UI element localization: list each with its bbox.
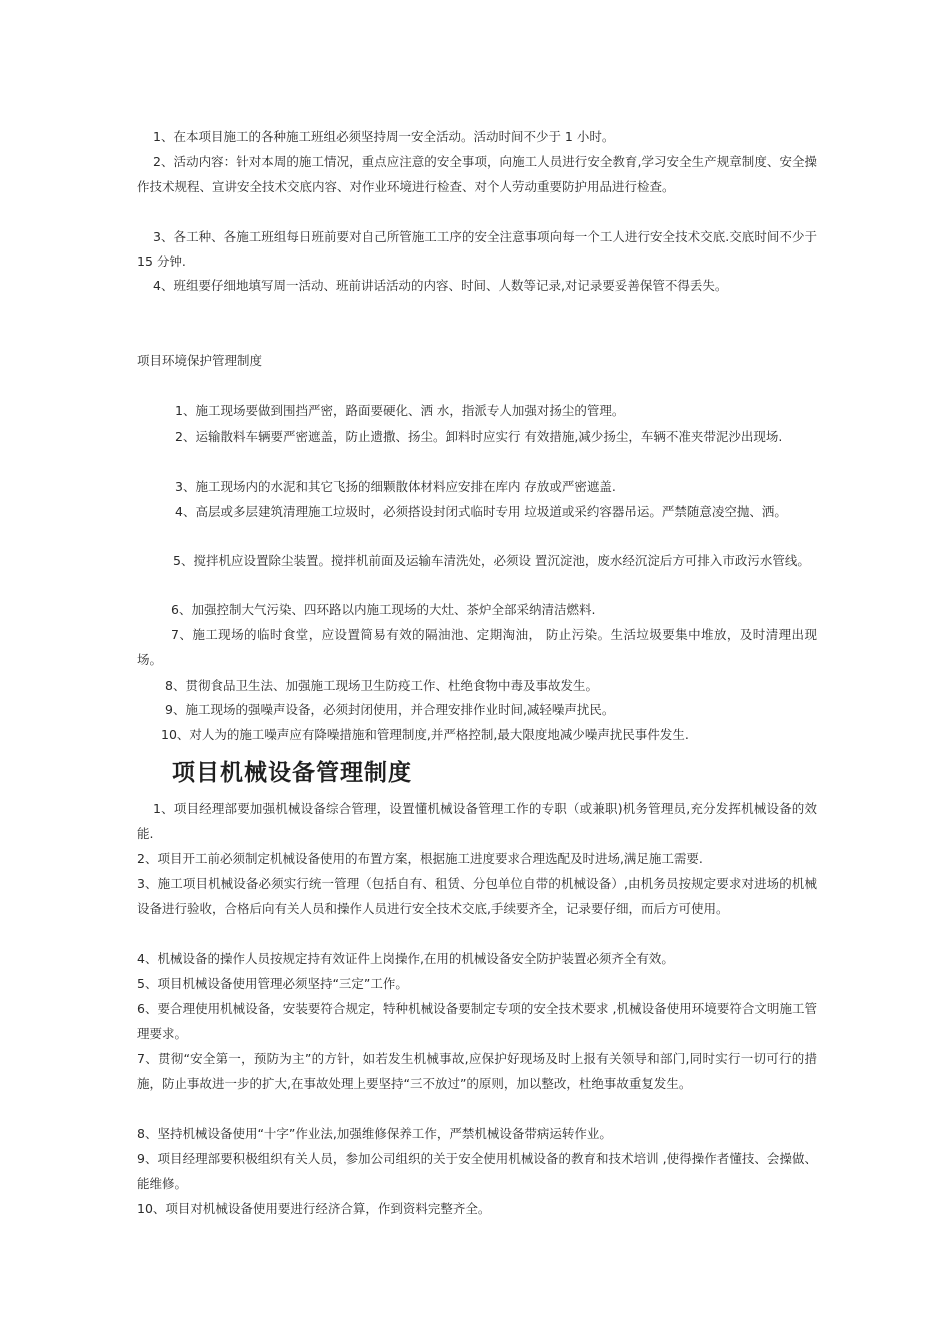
section3-item-1: 1、项目经理部要加强机械设备综合管理，设置懂机械设备管理工作的专职（或兼职)机务管理员,充分发挥机械设备的效能. [137, 801, 817, 841]
section2-item-5: 5、搅拌机应设置除尘装置。搅拌机前面及运输车清洗处，必须设 置沉淀池，废水经沉淀后方可排入市政污水管线。 [173, 553, 810, 568]
section3-item-4: 4、机械设备的操作人员按规定持有效证件上岗操作,在用的机械设备安全防护装置必须齐全有效。 [137, 951, 674, 966]
section2-item-7: 7、施工现场的临时食堂，应设置简易有效的隔油池、定期淘油， 防止污染。生活垃圾要集中堆放，及时清理出现场。 [137, 627, 817, 667]
section2-item-2: 2、运输散料车辆要严密遮盖，防止遗撒、扬尘。卸料时应实行 有效措施,减少扬尘，车辆不准夹带泥沙出现场. [175, 429, 783, 444]
section3-item-9: 9、项目经理部要积极组织有关人员，参加公司组织的关于安全使用机械设备的教育和技术培训 ,使得操作者懂技、会操做、能维修。 [137, 1151, 817, 1191]
section3-heading: 项目机械设备管理制度 [172, 760, 412, 786]
section2-item-1: 1、施工现场要做到围挡严密，路面要硬化、洒 水，指派专人加强对扬尘的管理。 [175, 403, 625, 418]
section3-item-10: 10、项目对机械设备使用要进行经济合算，作到资料完整齐全。 [137, 1201, 491, 1216]
section2-title: 项目环境保护管理制度 [137, 353, 263, 368]
section3-item-5: 5、项目机械设备使用管理必须坚持“三定”工作。 [137, 976, 408, 991]
section2-item-4: 4、高层或多层建筑清理施工垃圾时，必须搭设封闭式临时专用 垃圾道或采约容器吊运。严禁随意凌空抛、洒。 [175, 504, 787, 519]
section3-item-8: 8、坚持机械设备使用“十字”作业法,加强维修保养工作，严禁机械设备带病运转作业。 [137, 1126, 612, 1141]
section3-item-6: 6、要合理使用机械设备，安装要符合规定，特种机械设备要制定专项的安全技术要求 ,机械设备使用环境要符合文明施工管理要求。 [137, 1001, 817, 1041]
section3-item-3: 3、施工项目机械设备必须实行统一管理（包括自有、租赁、分包单位自带的机械设备）,由机务员按规定要求对进场的机械设备进行验收，合格后向有关人员和操作人员进行安全技术交底,手续要齐全，记录要仔细，而后方可使用。 [137, 876, 817, 916]
section1-item-4: 4、班组要仔细地填写周一活动、班前讲话活动的内容、时间、人数等记录,对记录要妥善保管不得丢失。 [153, 278, 728, 293]
section2-item-10: 10、对人为的施工噪声应有降噪措施和管理制度,并严格控制,最大限度地减少噪声扰民事件发生. [161, 727, 689, 742]
section2-item-8: 8、贯彻食品卫生法、加强施工现场卫生防疫工作、杜绝食物中毒及事故发生。 [165, 678, 598, 693]
section1-item-3: 3、各工种、各施工班组每日班前要对自己所管施工工序的安全注意事项向每一个工人进行安全技术交底.交底时间不少于 15 分钟. [137, 229, 817, 269]
section3-item-7: 7、贯彻“安全第一，预防为主”的方针，如若发生机械事故,应保护好现场及时上报有关领导和部门,同时实行一切可行的措施，防止事故进一步的扩大,在事故处理上要坚持“三不放过”的原则，加以整改，杜绝事故重复发生。 [137, 1051, 817, 1091]
section2-item-3: 3、施工现场内的水泥和其它飞扬的细颗散体材料应安排在库内 存放或严密遮盖. [175, 479, 616, 494]
section2-item-9: 9、施工现场的强噪声设备，必须封闭使用，并合理安排作业时间,减轻噪声扰民。 [165, 702, 615, 717]
section3-item-2: 2、项目开工前必须制定机械设备使用的布置方案，根据施工进度要求合理选配及时进场,满足施工需要. [137, 851, 703, 866]
section2-item-6: 6、加强控制大气污染、四环路以内施工现场的大灶、茶炉全部采纳清洁燃料. [171, 602, 596, 617]
section1-item-2: 2、活动内容：针对本周的施工情况，重点应注意的安全事项，向施工人员进行安全教育,学习安全生产规章制度、安全操作技术规程、宣讲安全技术交底内容、对作业环境进行检查、对个人劳动重要防护用品进行检查。 [137, 154, 817, 194]
section1-item-1: 1、在本项目施工的各种施工班组必须坚持周一安全活动。活动时间不少于 1 小时。 [153, 129, 615, 144]
